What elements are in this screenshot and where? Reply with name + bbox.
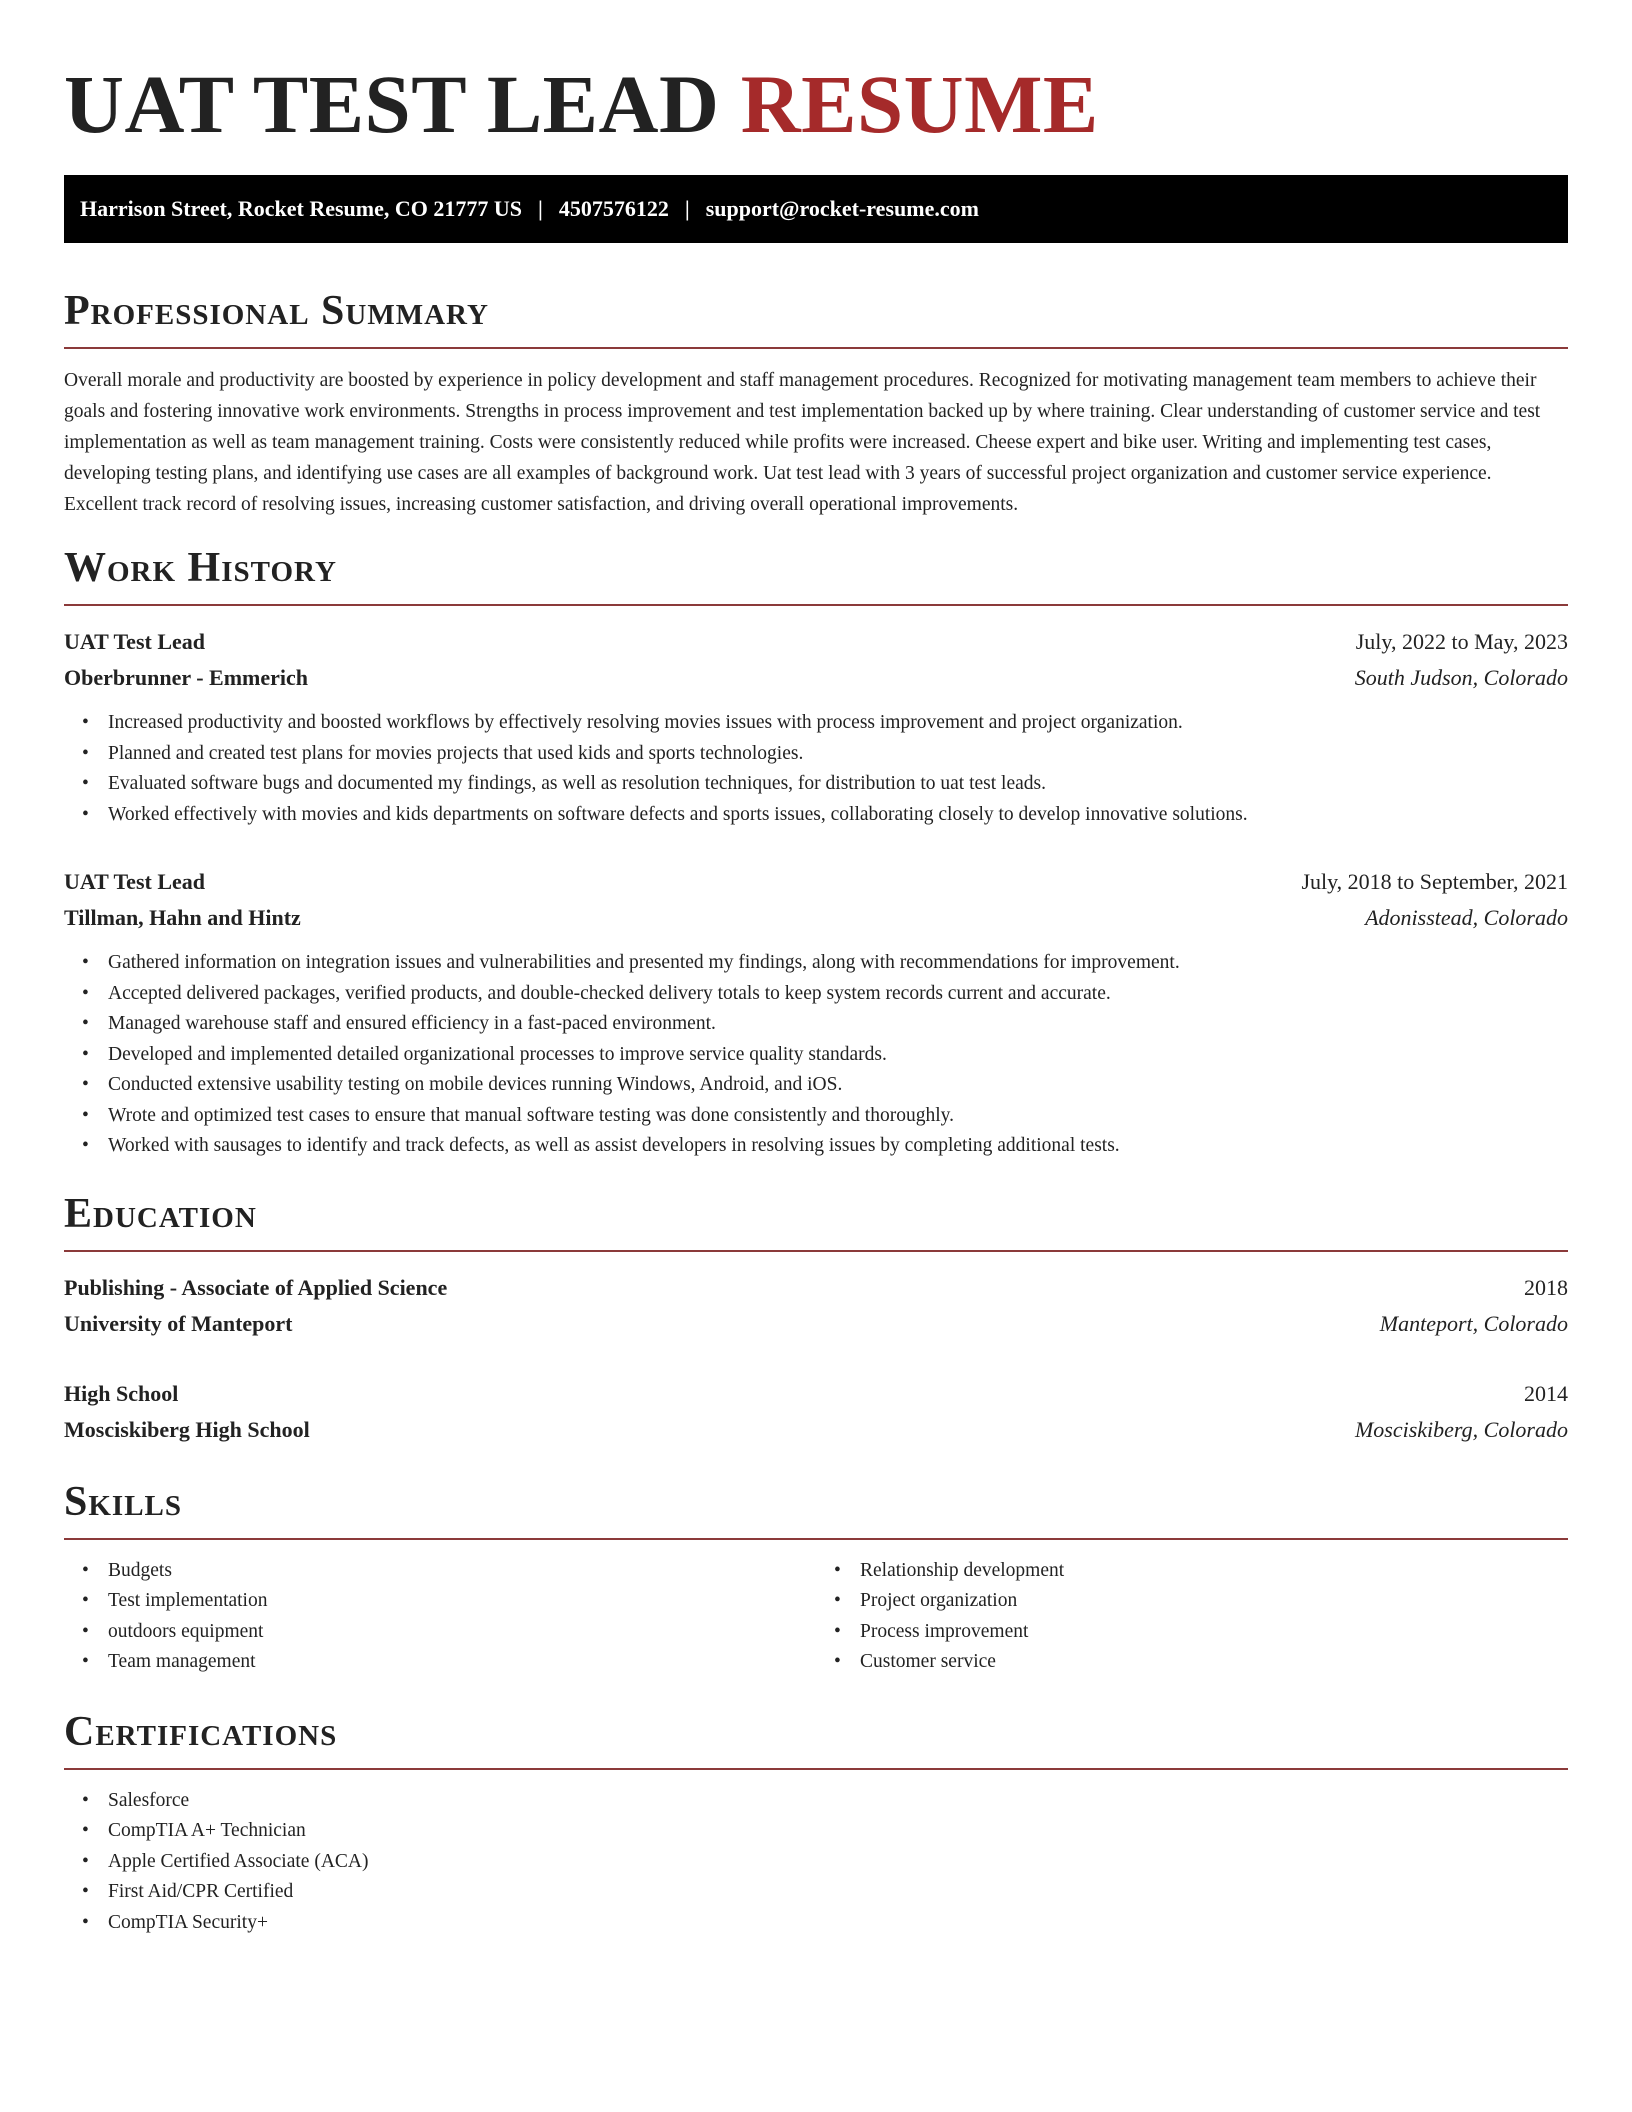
education-entry bbox=[64, 1270, 1568, 1342]
resume-page bbox=[64, 58, 1568, 1938]
page-title bbox=[64, 58, 1568, 150]
job-bullet: • Worked effectively with movies and kids departments on software defects and sports issues, collaborating closely to develop innovative solutions. bbox=[108, 800, 1568, 831]
education-section bbox=[64, 1190, 1568, 1448]
job-title: UAT Test Lead bbox=[64, 629, 206, 654]
job-title-row bbox=[64, 864, 1568, 900]
education-school-row bbox=[64, 1412, 1568, 1448]
job-bullet: • Planned and created test plans for movies projects that used kids and sports technologies. bbox=[108, 739, 1568, 770]
job-dates: July, 2018 to September, 2021 bbox=[1301, 869, 1568, 894]
education-degree: Publishing - Associate of Applied Science bbox=[64, 1274, 448, 1300]
job-bullet: • Wrote and optimized test cases to ensure that manual software testing was done consistently and thoroughly. bbox=[108, 1101, 1568, 1132]
contact-phone: 4507576122 bbox=[558, 196, 669, 221]
certification-item: • CompTIA Security+ bbox=[108, 1908, 1568, 1939]
job-bullet: • Conducted extensive usability testing on mobile devices running Windows, Android, and iOS. bbox=[108, 1070, 1568, 1101]
work-history-heading: Work History bbox=[64, 544, 1568, 606]
education-entry bbox=[64, 1376, 1568, 1448]
job-entry bbox=[64, 864, 1568, 1162]
job-dates: July, 2022 to May, 2023 bbox=[1355, 629, 1568, 654]
skill-item: • Project organization bbox=[860, 1586, 1568, 1617]
skill-item: • Customer service bbox=[860, 1647, 1568, 1678]
job-company-row bbox=[64, 900, 1568, 936]
contact-address: Harrison Street, Rocket Resume, CO 21777 US bbox=[80, 196, 522, 221]
skill-item: • Relationship development bbox=[860, 1556, 1568, 1587]
job-entry bbox=[64, 624, 1568, 830]
skill-item: • Team management bbox=[108, 1647, 816, 1678]
education-degree-row bbox=[64, 1376, 1568, 1412]
job-company: Oberbrunner - Emmerich bbox=[64, 665, 309, 690]
job-bullet: • Accepted delivered packages, verified products, and double-checked delivery totals to keep system records current and accurate. bbox=[108, 979, 1568, 1010]
education-year: 2014 bbox=[1524, 1380, 1568, 1406]
job-location: Adonisstead, Colorado bbox=[1365, 905, 1568, 930]
title-accent: RESUME bbox=[740, 58, 1099, 150]
education-school: Mosciskiberg High School bbox=[64, 1416, 310, 1442]
education-degree-row bbox=[64, 1270, 1568, 1306]
job-title-row bbox=[64, 624, 1568, 660]
job-company-row bbox=[64, 660, 1568, 696]
skills-heading: Skills bbox=[64, 1478, 1568, 1540]
summary-text: Overall morale and productivity are boosted by experience in policy development and staff management procedures. Recognized for motivating management team members to achieve their goals and fostering innovative work environments. Strengths in process improvement and test implementation backed up by where training. Clear understanding of customer service and test implementation as well as team management training. Costs were consistently reduced while profits were increased. Cheese expert and bike user. Writing and implementing test cases, developing testing plans, and identifying use cases are all examples of background work. Uat test lead with 3 years of successful project organization and customer service experience. Excellent track record of resolving issues, increasing customer satisfaction, and driving overall operational improvements. bbox=[64, 370, 1541, 515]
contact-bar bbox=[64, 175, 1568, 243]
job-bullet: • Developed and implemented detailed organizational processes to improve service quality standards. bbox=[108, 1040, 1568, 1071]
title-main: UAT TEST LEAD bbox=[64, 58, 720, 150]
education-school: University of Manteport bbox=[64, 1310, 293, 1336]
job-bullet: • Evaluated software bugs and documented my findings, as well as resolution techniques, for distribution to uat test leads. bbox=[108, 769, 1568, 800]
certification-item: • CompTIA A+ Technician bbox=[108, 1816, 1568, 1847]
work-history-section bbox=[64, 544, 1568, 1162]
skill-item: • Process improvement bbox=[860, 1617, 1568, 1648]
education-location: Manteport, Colorado bbox=[1379, 1310, 1568, 1336]
job-company: Tillman, Hahn and Hintz bbox=[64, 905, 301, 930]
job-bullet: • Managed warehouse staff and ensured efficiency in a fast-paced environment. bbox=[108, 1009, 1568, 1040]
certification-item: • First Aid/CPR Certified bbox=[108, 1877, 1568, 1908]
certification-item: • Apple Certified Associate (ACA) bbox=[108, 1847, 1568, 1878]
job-bullets bbox=[64, 948, 1568, 1162]
contact-separator: | bbox=[684, 196, 690, 221]
education-school-row bbox=[64, 1306, 1568, 1342]
skills-list-left bbox=[64, 1556, 816, 1678]
education-location: Mosciskiberg, Colorado bbox=[1354, 1416, 1568, 1442]
job-bullets bbox=[64, 708, 1568, 830]
education-heading: Education bbox=[64, 1190, 1568, 1252]
job-bullet: • Gathered information on integration issues and vulnerabilities and presented my findings, along with recommendations for improvement. bbox=[108, 948, 1568, 979]
job-title: UAT Test Lead bbox=[64, 869, 206, 894]
education-degree: High School bbox=[64, 1380, 179, 1406]
certification-item: • Salesforce bbox=[108, 1786, 1568, 1817]
skill-item: • Test implementation bbox=[108, 1586, 816, 1617]
summary-section bbox=[64, 287, 1568, 520]
certifications-section bbox=[64, 1708, 1568, 1939]
contact-email: support@rocket-resume.com bbox=[705, 196, 979, 221]
job-bullet: • Worked with sausages to identify and track defects, as well as assist developers in resolving issues by completing additional tests. bbox=[108, 1131, 1568, 1162]
skills-section bbox=[64, 1478, 1568, 1678]
skill-item: • Budgets bbox=[108, 1556, 816, 1587]
education-year: 2018 bbox=[1524, 1274, 1568, 1300]
skill-item: • outdoors equipment bbox=[108, 1617, 816, 1648]
job-location: South Judson, Colorado bbox=[1354, 665, 1568, 690]
skills-columns bbox=[64, 1556, 1568, 1678]
certifications-heading: Certifications bbox=[64, 1708, 1568, 1770]
skills-list-right bbox=[816, 1556, 1568, 1678]
contact-separator: | bbox=[537, 196, 543, 221]
job-bullet: • Increased productivity and boosted workflows by effectively resolving movies issues with process improvement and project organization. bbox=[108, 708, 1568, 739]
summary-heading: Professional Summary bbox=[64, 287, 1568, 349]
certifications-list bbox=[64, 1786, 1568, 1939]
